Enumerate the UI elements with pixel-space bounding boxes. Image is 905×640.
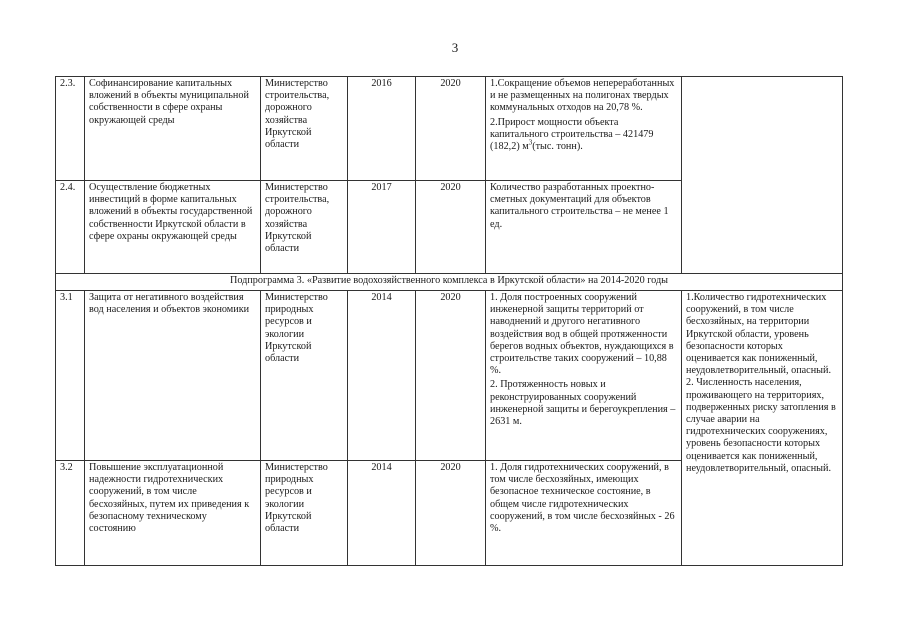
table-row <box>56 77 843 181</box>
indicator-item: 1. Доля гидротехнических сооружений, в том числе бесхозяйных, имеющих безопасное техническое состояние, в общем числе гидротехнических сооружений, в том числе бесхозяйных - 26 %. <box>490 462 675 535</box>
subprogram-target-cell <box>682 291 843 566</box>
year-end: 2020 <box>416 77 486 181</box>
year-start: 2017 <box>348 181 416 274</box>
year-start: 2014 <box>348 291 416 461</box>
indicator-item: 2.Прирост мощности объекта капитального строительства – 421479 (182,2) $м^3(тыс$. тонн). <box>490 116 654 153</box>
year-end: 2020 <box>416 291 486 461</box>
row-number: 3.1 <box>56 291 85 461</box>
measure-name: Осуществление бюджетных инвестиций в форме капитальных вложений в объекты государственной собственности Иркутской области в сфере охраны окружающей среды <box>85 181 261 274</box>
target-item: 2. Численность населения, проживающего на территориях, подверженных риску затопления в случае аварии на гидротехнических сооружениях, уровень безопасности которых оценивается как пониженный, неудовлетворительный, опасный. <box>686 377 836 474</box>
indicators-cell <box>486 291 682 461</box>
target-item: 1.Количество гидротехнических сооружений, в том числе бесхозяйных, на территории Иркутской области, уровень безопасности которых оценивается как пониженный, неудовлетворительный, опасный. <box>686 292 831 377</box>
executor: Министерство строительства, дорожного хозяйства Иркутской области <box>261 181 348 274</box>
measure-name: Софинансирование капитальных вложений в объекты муниципальной собственности в сфере охраны окружающей среды <box>85 77 261 181</box>
year-start: 2014 <box>348 461 416 566</box>
subprogram-header: Подпрограмма 3. «Развитие водохозяйственного комплекса в Иркутской области» на 2014-2020 годы <box>56 274 843 291</box>
row-number: 2.3. <box>56 77 85 181</box>
measure-name: Повышение эксплуатационной надежности гидротехнических сооружений, в том числе бесхозяйных, путем их приведения к безопасному техническому состоянию <box>85 461 261 566</box>
indicators-cell <box>486 77 682 181</box>
year-end: 2020 <box>416 461 486 566</box>
indicators-cell <box>486 181 682 274</box>
executor: Министерство строительства, дорожного хозяйства Иркутской области <box>261 77 348 181</box>
indicator-item: 2. Протяженность новых и реконструированных сооружений инженерной защиты и берегоукрепления – 2631 м. <box>490 379 676 428</box>
program-table <box>55 76 843 566</box>
executor: Министерство природных ресурсов и экологии Иркутской области <box>261 461 348 566</box>
target-cell-empty <box>682 77 843 274</box>
row-number: 3.2 <box>56 461 85 566</box>
year-start: 2016 <box>348 77 416 181</box>
table-row <box>56 291 843 461</box>
indicator-item: Количество разработанных проектно-сметных документаций для объектов капитального строительства – не менее 1 ед. <box>490 182 669 230</box>
page-number: 3 <box>451 40 459 55</box>
indicator-item: 1.Сокращение объемов непереработанных и не размещенных на полигонах твердых коммунальных отходов на 20,78 %. <box>490 78 675 114</box>
indicator-item: 1. Доля построенных сооружений инженерной защиты территорий от наводнений и другого негативного воздействия вод в общей протяженности берегов водных объектов, нуждающихся в строительстве таких сооружений – 10,88 %. <box>490 292 674 377</box>
year-end: 2020 <box>416 181 486 274</box>
measure-name: Защита от негативного воздействия вод населения и объектов экономики <box>85 291 261 461</box>
row-number: 2.4. <box>56 181 85 274</box>
indicators-cell <box>486 461 682 566</box>
executor: Министерство природных ресурсов и экологии Иркутской области <box>261 291 348 461</box>
subprogram-row <box>56 274 843 291</box>
unit-exponent: 3 <box>528 138 533 147</box>
